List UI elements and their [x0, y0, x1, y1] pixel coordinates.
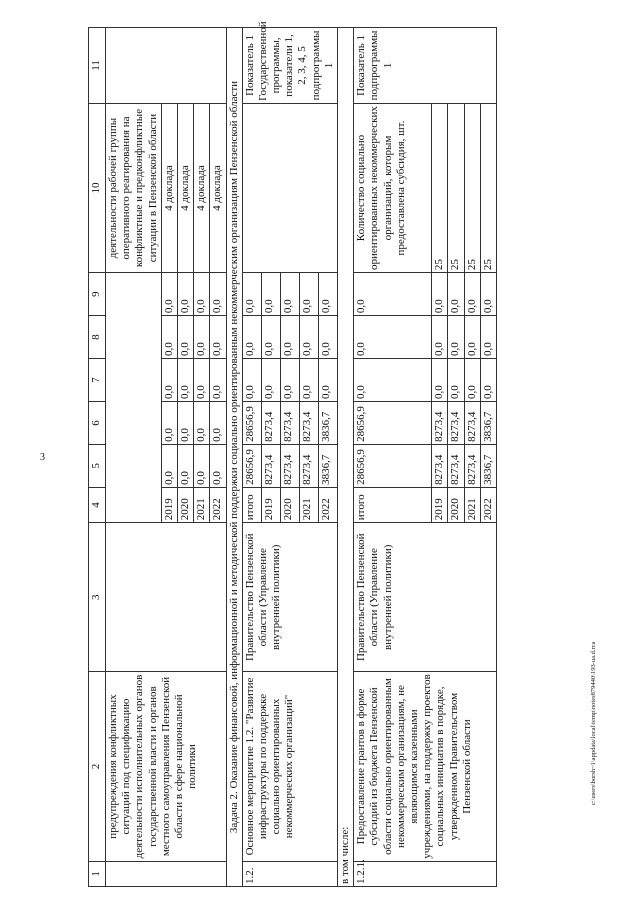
value-cell: 3836,7: [480, 444, 496, 487]
value-cell: 3836,7: [480, 401, 496, 444]
executor-cell: [106, 523, 227, 672]
year-cell: 2019: [161, 487, 177, 522]
reference-cell: Показатель 1 Государственной программы, показатели 1, 2, 3, 4, 5 подпрограммы 1: [242, 28, 337, 104]
header-cell: 9: [89, 273, 106, 316]
table-row: [242, 28, 261, 887]
value-cell: 28656,9: [242, 401, 261, 444]
indicator-value-cell: 25: [432, 103, 448, 272]
value-cell: 0,0: [318, 316, 337, 359]
indicator-cell: деятельности рабочей группы оперативного реагирования на конфликтные и предконфликтные ситуации в Пензенской области: [106, 103, 162, 272]
value-cell: 0,0: [280, 359, 299, 402]
year-cell: 2020: [448, 487, 464, 522]
value-cell: 3836,7: [318, 401, 337, 444]
value-cell: 8273,4: [280, 444, 299, 487]
rotated-table-container: [88, 21, 612, 887]
value-cell: 3836,7: [318, 444, 337, 487]
value-cell: 0,0: [177, 444, 193, 487]
value-cell: 0,0: [210, 273, 226, 316]
value-cell: 0,0: [261, 316, 280, 359]
value-cell: 0,0: [210, 316, 226, 359]
value-cell: 8273,4: [464, 444, 480, 487]
activity-name-cell: Основное мероприятие 1.2. "Развитие инфраструктуры по поддержке социально ориентированных некоммерческих организаций": [242, 672, 337, 861]
value-cell: 8273,4: [261, 401, 280, 444]
value-cell: 0,0: [299, 316, 318, 359]
value-cell: 0,0: [242, 316, 261, 359]
value-cell: 0,0: [354, 316, 432, 359]
including-label: в том числе:: [338, 28, 354, 887]
indicator-value-cell: 4 доклада: [177, 103, 193, 272]
value-cell: 0,0: [280, 273, 299, 316]
value-cell: 0,0: [318, 359, 337, 402]
activity-name-cell: Предоставление грантов в форме субсидий из бюджета Пензенской области социально ориентированным некоммерческим организациям, не являющимся казенными учреждениями, на поддержку проектов социальных инициатив в порядке, утвержденном Правительством Пензенской области: [354, 672, 497, 861]
year-cell: 2019: [432, 487, 448, 522]
value-cell: 0,0: [464, 273, 480, 316]
value-cell: 0,0: [177, 401, 193, 444]
activity-name-cell: предупреждения конфликтных ситуаций под спецификацию деятельности исполнительных органов государственной власти и органов местного самоуправления Пензенской области в сфере национальной политики: [106, 672, 227, 861]
value-cell: 0,0: [177, 273, 193, 316]
value-cell: 0,0: [194, 316, 210, 359]
value-cell: 8273,4: [448, 444, 464, 487]
header-cell: 5: [89, 444, 106, 487]
value-cell: 0,0: [242, 273, 261, 316]
header-cell: 10: [89, 103, 106, 272]
value-cell: 8273,4: [432, 444, 448, 487]
row-number-cell: 1.2.1.: [354, 861, 497, 886]
value-cell: 0,0: [194, 359, 210, 402]
indicator-value-cell: 25: [464, 103, 480, 272]
executor-cell: Правительство Пензенской области (Управление внутренней политики): [354, 523, 497, 672]
task-row: [226, 28, 242, 887]
year-cell: 2021: [464, 487, 480, 522]
value-cell: 8273,4: [261, 444, 280, 487]
value-cell: 0,0: [299, 273, 318, 316]
header-cell: 1: [89, 861, 106, 886]
spacer-cell: [106, 273, 162, 523]
header-cell: 8: [89, 316, 106, 359]
year-cell: итого: [242, 487, 261, 522]
row-number-cell: 1.2.: [242, 861, 337, 886]
value-cell: 0,0: [210, 444, 226, 487]
value-cell: 0,0: [480, 359, 496, 402]
year-cell: 2021: [299, 487, 318, 522]
value-cell: 0,0: [432, 359, 448, 402]
value-cell: 0,0: [280, 316, 299, 359]
row-number-cell: [106, 861, 227, 886]
year-cell: 2019: [261, 487, 280, 522]
value-cell: 0,0: [480, 273, 496, 316]
value-cell: 28656,9: [242, 444, 261, 487]
value-cell: 0,0: [242, 359, 261, 402]
value-cell: 0,0: [210, 359, 226, 402]
header-cell: 3: [89, 523, 106, 672]
indicator-cell: [242, 103, 337, 272]
header-cell: 4: [89, 487, 106, 522]
value-cell: 0,0: [210, 401, 226, 444]
value-cell: 0,0: [464, 316, 480, 359]
value-cell: 0,0: [161, 273, 177, 316]
value-cell: 0,0: [161, 359, 177, 402]
value-cell: 0,0: [480, 316, 496, 359]
value-cell: 0,0: [432, 316, 448, 359]
value-cell: 0,0: [354, 359, 432, 402]
page-number: 3: [40, 452, 45, 463]
value-cell: 8273,4: [280, 401, 299, 444]
year-cell: 2021: [194, 487, 210, 522]
indicator-cell: Количество социально ориентированных некоммерческих организаций, которым предоставлена субсидия, шт.: [354, 103, 432, 272]
table-row: [354, 28, 432, 887]
value-cell: 0,0: [161, 444, 177, 487]
value-cell: 0,0: [448, 359, 464, 402]
value-cell: 8273,4: [299, 444, 318, 487]
value-cell: 0,0: [432, 273, 448, 316]
value-cell: 0,0: [194, 273, 210, 316]
value-cell: 0,0: [448, 273, 464, 316]
indicator-value-cell: 25: [480, 103, 496, 272]
year-cell: итого: [354, 487, 432, 522]
executor-cell: Правительство Пензенской области (Управление внутренней политики): [242, 523, 337, 672]
value-cell: 8273,4: [432, 401, 448, 444]
value-cell: 28656,9: [354, 401, 432, 444]
table-row: [106, 28, 162, 887]
indicator-value-cell: 25: [448, 103, 464, 272]
value-cell: 0,0: [448, 316, 464, 359]
value-cell: 0,0: [161, 401, 177, 444]
header-row: [89, 28, 106, 887]
reference-cell: [106, 28, 227, 104]
value-cell: 8273,4: [448, 401, 464, 444]
value-cell: 0,0: [354, 273, 432, 316]
value-cell: 0,0: [194, 401, 210, 444]
value-cell: 0,0: [161, 316, 177, 359]
value-cell: 0,0: [194, 444, 210, 487]
file-path-footer: c:\users\borsh~1\appdata\local\temp\notes879440\193-ua.d.rca: [590, 641, 597, 805]
value-cell: 0,0: [177, 359, 193, 402]
year-cell: 2022: [480, 487, 496, 522]
value-cell: 0,0: [464, 359, 480, 402]
value-cell: 0,0: [261, 359, 280, 402]
year-cell: 2022: [318, 487, 337, 522]
header-cell: 2: [89, 672, 106, 861]
indicator-value-cell: 4 доклада: [210, 103, 226, 272]
value-cell: 8273,4: [464, 401, 480, 444]
header-cell: 6: [89, 401, 106, 444]
year-cell: 2020: [280, 487, 299, 522]
year-cell: 2022: [210, 487, 226, 522]
indicator-value-cell: 4 доклада: [194, 103, 210, 272]
reference-cell: Показатель 1 подпрограммы 1: [354, 28, 497, 104]
value-cell: 0,0: [177, 316, 193, 359]
header-cell: 7: [89, 359, 106, 402]
value-cell: 0,0: [299, 359, 318, 402]
subheading-row: [338, 28, 354, 887]
program-table: [88, 21, 497, 887]
value-cell: 0,0: [261, 273, 280, 316]
value-cell: 8273,4: [299, 401, 318, 444]
indicator-value-cell: 4 доклада: [161, 103, 177, 272]
task-heading: Задача 2. Оказание финансовой, информационной и методической поддержки социально ориентированным некоммерческим организациям Пензенской области: [226, 28, 242, 887]
year-cell: 2020: [177, 487, 193, 522]
value-cell: 0,0: [318, 273, 337, 316]
value-cell: 28656,9: [354, 444, 432, 487]
header-cell: 11: [89, 28, 106, 104]
